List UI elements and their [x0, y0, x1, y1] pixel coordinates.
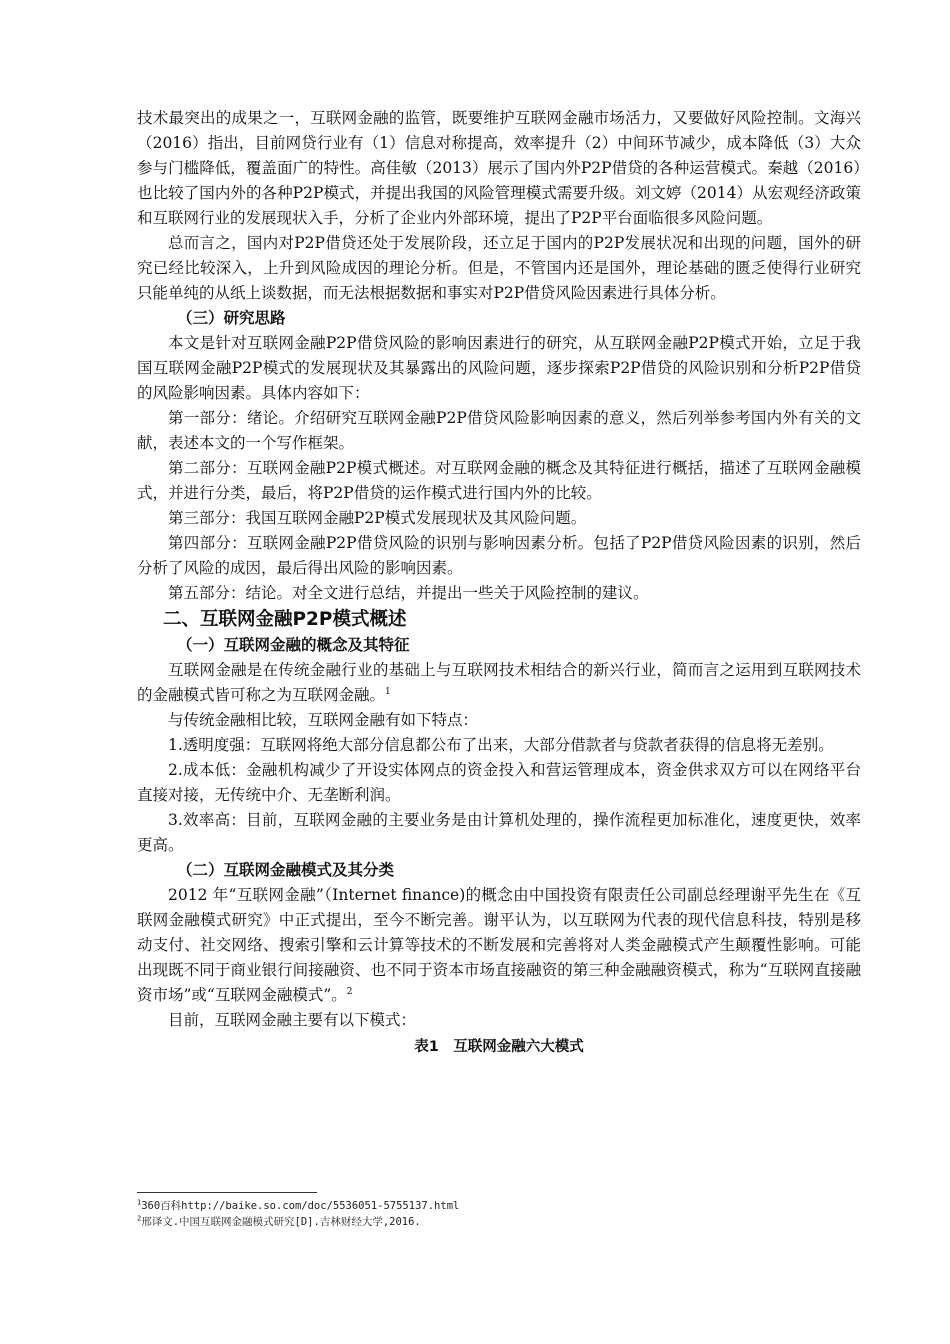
list-item: 第一部分：绪论。介绍研究互联网金融P2P借贷风险影响因素的意义，然后列举参考国内外有关的文献，表述本文的一个写作框架。 — [137, 409, 861, 452]
table-caption: 表1 互联网金融六大模式 — [414, 1039, 584, 1055]
list-item: 第四部分：互联网金融P2P借贷风险的识别与影响因素分析。包括了P2P借贷风险因素的识别，然后分析了风险的成因，最后得出风险的影响因素。 — [137, 534, 861, 577]
section-heading: （三）研究思路 — [177, 309, 286, 327]
paragraph: 总而言之，国内对P2P借贷还处于发展阶段，还立足于国内的P2P发展状况和出现的问题，国外的研究已经比较深入，上升到风险成因的理论分析。但是，不管国内还是国外，理论基础的匮乏使得行业研究只能单纯的从纸上谈数据，而无法根据数据和事实对P2P借贷风险因素进行具体分析。 — [137, 234, 861, 302]
paragraph: 与传统金融相比较，互联网金融有如下特点： — [168, 711, 479, 729]
paragraph: 技术最突出的成果之一，互联网金融的监管，既要维护互联网金融市场活力，又要做好风险控制。文海兴（2016）指出，目前网贷行业有（1）信息对称提高，效率提升（2）中间环节减少，成本降低（3）大众参与门槛降低，覆盖面广的特性。高佳敏（2013）展示了国内外P2P借贷的各种运营模式。秦越（2016）也比较了国内外的各种P2P模式，并提出我国的风险管理模式需要升级。刘文婷（2014）从宏观经济政策和互联网行业的发展现状入手，分析了企业内外部环境，提出了P2P平台面临很多风险问题。 — [137, 109, 861, 227]
list-item: 2.成本低：金融机构减少了开设实体网点的资金投入和营运管理成本，资金供求双方可以在网络平台直接对接，无传统中介、无垄断利润。 — [137, 761, 861, 804]
footnote-ref: 2 — [346, 986, 353, 997]
paragraph: 本文是针对互联网金融P2P借贷风险的影响因素进行的研究，从互联网金融P2P模式开始，立足于我国互联网金融P2P模式的发展现状及其暴露出的风险问题，逐步探索P2P借贷的风险识别和分析P2P借贷的风险影响因素。具体内容如下： — [137, 334, 861, 402]
paragraph-text: 互联网金融是在传统金融行业的基础上与互联网技术相结合的新兴行业，简而言之运用到互联网技术的金融模式皆可称之为互联网金融。 — [137, 661, 861, 704]
page-body — [137, 106, 861, 1061]
footnote-text: 360百科http://baike.so.com/doc/5536051-5755137.html — [141, 1200, 460, 1212]
paragraph — [137, 658, 861, 708]
paragraph-text: 2012 年“互联网金融”（Internet finance)的概念由中国投资有限责任公司副总经理谢平先生在《互联网金融模式研究》中正式提出，至今不断完善。谢平认为，以互联网为代表的现代信息科技，特别是移动支付、社交网络、搜索引擎和云计算等技术的不断发展和完善将对人类金融模式产生颠覆性影响。可能出现既不同于商业银行间接融资、也不同于资本市场直接融资的第三种金融融资模式，称为“互联网直接融资市场”或“互联网金融模式”。 — [137, 886, 861, 1004]
section-heading: （一）互联网金融的概念及其特征 — [177, 636, 410, 654]
footnote — [137, 1198, 861, 1214]
paragraph — [137, 883, 861, 1008]
section-heading: （二）互联网金融模式及其分类 — [177, 861, 395, 879]
list-item: 1.透明度强：互联网将绝大部分信息都公布了出来，大部分借款者与贷款者获得的信息将无差别。 — [168, 736, 834, 754]
list-item: 第五部分：结论。对全文进行总结，并提出一些关于风险控制的建议。 — [168, 584, 649, 602]
footnote — [137, 1214, 861, 1230]
list-item: 第三部分：我国互联网金融P2P模式发展现状及其风险问题。 — [168, 509, 587, 527]
footnotes — [137, 1198, 861, 1230]
paragraph: 目前，互联网金融主要有以下模式： — [168, 1011, 417, 1029]
footnote-mark: 2 — [137, 1214, 142, 1223]
list-item: 第二部分：互联网金融P2P模式概述。对互联网金融的概念及其特征进行概括，描述了互联网金融模式，并进行分类，最后，将P2P借贷的运作模式进行国内外的比较。 — [137, 459, 861, 502]
footnote-mark: 1 — [137, 1198, 142, 1207]
footnote-divider — [137, 1192, 317, 1193]
chapter-heading: 二、互联网金融P2P模式概述 — [163, 609, 407, 630]
footnote-ref: 1 — [385, 686, 391, 697]
list-item: 3.效率高：目前，互联网金融的主要业务是由计算机处理的，操作流程更加标准化，速度更快，效率更高。 — [137, 811, 861, 854]
footnote-text: 邢译文.中国互联网金融模式研究[D].吉林财经大学,2016. — [141, 1216, 421, 1228]
